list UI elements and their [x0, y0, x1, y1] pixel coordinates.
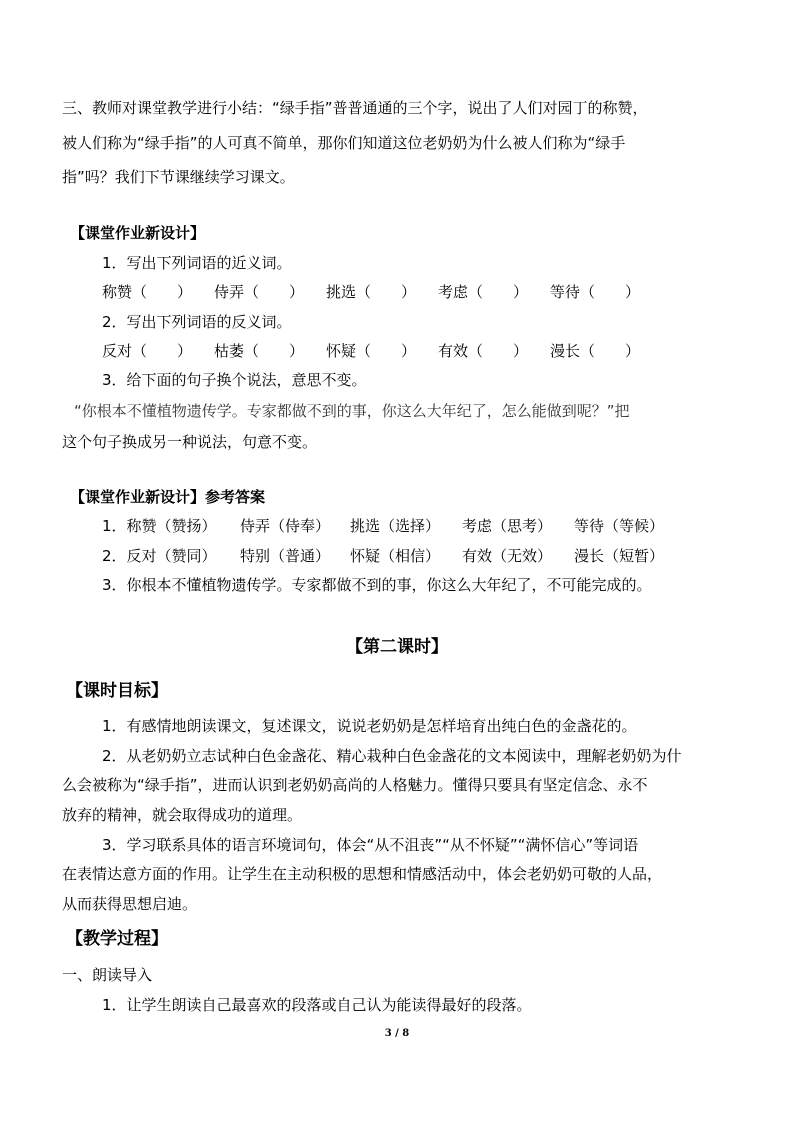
summary-line-3: 指”吗？我们下节课继续学习课文。	[62, 168, 295, 186]
goal-3-line-3: 从而获得思想启迪。	[62, 895, 198, 913]
q1-word: 挑选（ ）	[326, 283, 417, 301]
answer-item: 1．称赞（赞扬）	[102, 517, 217, 535]
q2-word: 有效（ ）	[438, 342, 529, 360]
homework-title: 【课堂作业新设计】	[70, 224, 206, 242]
goal-1: 1．有感情地朗读课文，复述课文，说说老奶奶是怎样培育出纯白色的金盏花的。	[102, 717, 637, 735]
q2-word: 枯萎（ ）	[214, 342, 305, 360]
answer-item: 有效（无效）	[462, 547, 553, 565]
answer-item: 特别（普通）	[240, 547, 331, 565]
goal-3-line-2: 在表情达意方面的作用。让学生在主动积极的思想和情感活动中，体会老奶奶可敬的人品，	[62, 865, 663, 883]
homework-q3-text-2: 这个句子换成另一种说法，句意不变。	[62, 433, 318, 451]
answer-item: 挑选（选择）	[350, 517, 441, 535]
homework-q3-text-1: “你根本不懂植物遗传学。专家都做不到的事，你这么大年纪了，怎么能做到呢？”把	[74, 402, 630, 420]
process-title: 【教学过程】	[66, 929, 168, 949]
homework-q2: 2．写出下列词语的反义词。	[102, 313, 292, 331]
answers-row-3: 3．你根本不懂植物遗传学。专家都做不到的事，你这么大年纪了，不可能完成的。	[102, 576, 652, 594]
answer-item: 考虑（思考）	[462, 517, 553, 535]
goal-2-line-1: 2．从老奶奶立志试种白色金盏花、精心栽种白色金盏花的文本阅读中，理解老奶奶为什	[102, 747, 682, 765]
goal-2-line-3: 放弃的精神，就会取得成功的道理。	[62, 806, 303, 824]
homework-q3: 3．给下面的句子换个说法，意思不变。	[102, 371, 367, 389]
q1-word: 考虑（ ）	[438, 283, 529, 301]
page-number: 3 / 8	[384, 1028, 410, 1039]
answer-item: 2．反对（赞同）	[102, 547, 217, 565]
summary-line-1: 三、教师对课堂教学进行小结：“绿手指”普普通通的三个字，说出了人们对园丁的称赞，	[62, 99, 648, 117]
answer-item: 等待（等候）	[574, 517, 665, 535]
lesson2-title: 【第二课时】	[346, 637, 448, 657]
answer-item: 漫长（短暂）	[574, 547, 665, 565]
q2-word: 漫长（ ）	[550, 342, 641, 360]
process-step-1-1: 1．让学生朗读自己最喜欢的段落或自己认为能读得最好的段落。	[102, 996, 532, 1014]
goals-title: 【课时目标】	[66, 681, 168, 701]
answer-item: 怀疑（相信）	[350, 547, 441, 565]
answers-title: 【课堂作业新设计】参考答案	[70, 488, 266, 506]
homework-q1: 1．写出下列词语的近义词。	[102, 254, 292, 272]
q2-word: 怀疑（ ）	[326, 342, 417, 360]
process-step-1: 一、朗读导入	[62, 966, 153, 984]
q2-word: 反对（ ）	[102, 342, 193, 360]
q1-word: 侍弄（ ）	[214, 283, 305, 301]
q1-word: 称赞（ ）	[102, 283, 193, 301]
goal-3-line-1: 3．学习联系具体的语言环境词句，体会“从不沮丧”“从不怀疑”“满怀信心”等词语	[102, 836, 639, 854]
goal-2-line-2: 么会被称为“绿手指”，进而认识到老奶奶高尚的人格魅力。懂得只要具有坚定信念、永不	[62, 776, 648, 794]
summary-line-2: 被人们称为“绿手指”的人可真不简单，那你们知道这位老奶奶为什么被人们称为“绿手	[62, 134, 626, 152]
q1-word: 等待（ ）	[550, 283, 641, 301]
answer-item: 侍弄（侍奉）	[240, 517, 331, 535]
